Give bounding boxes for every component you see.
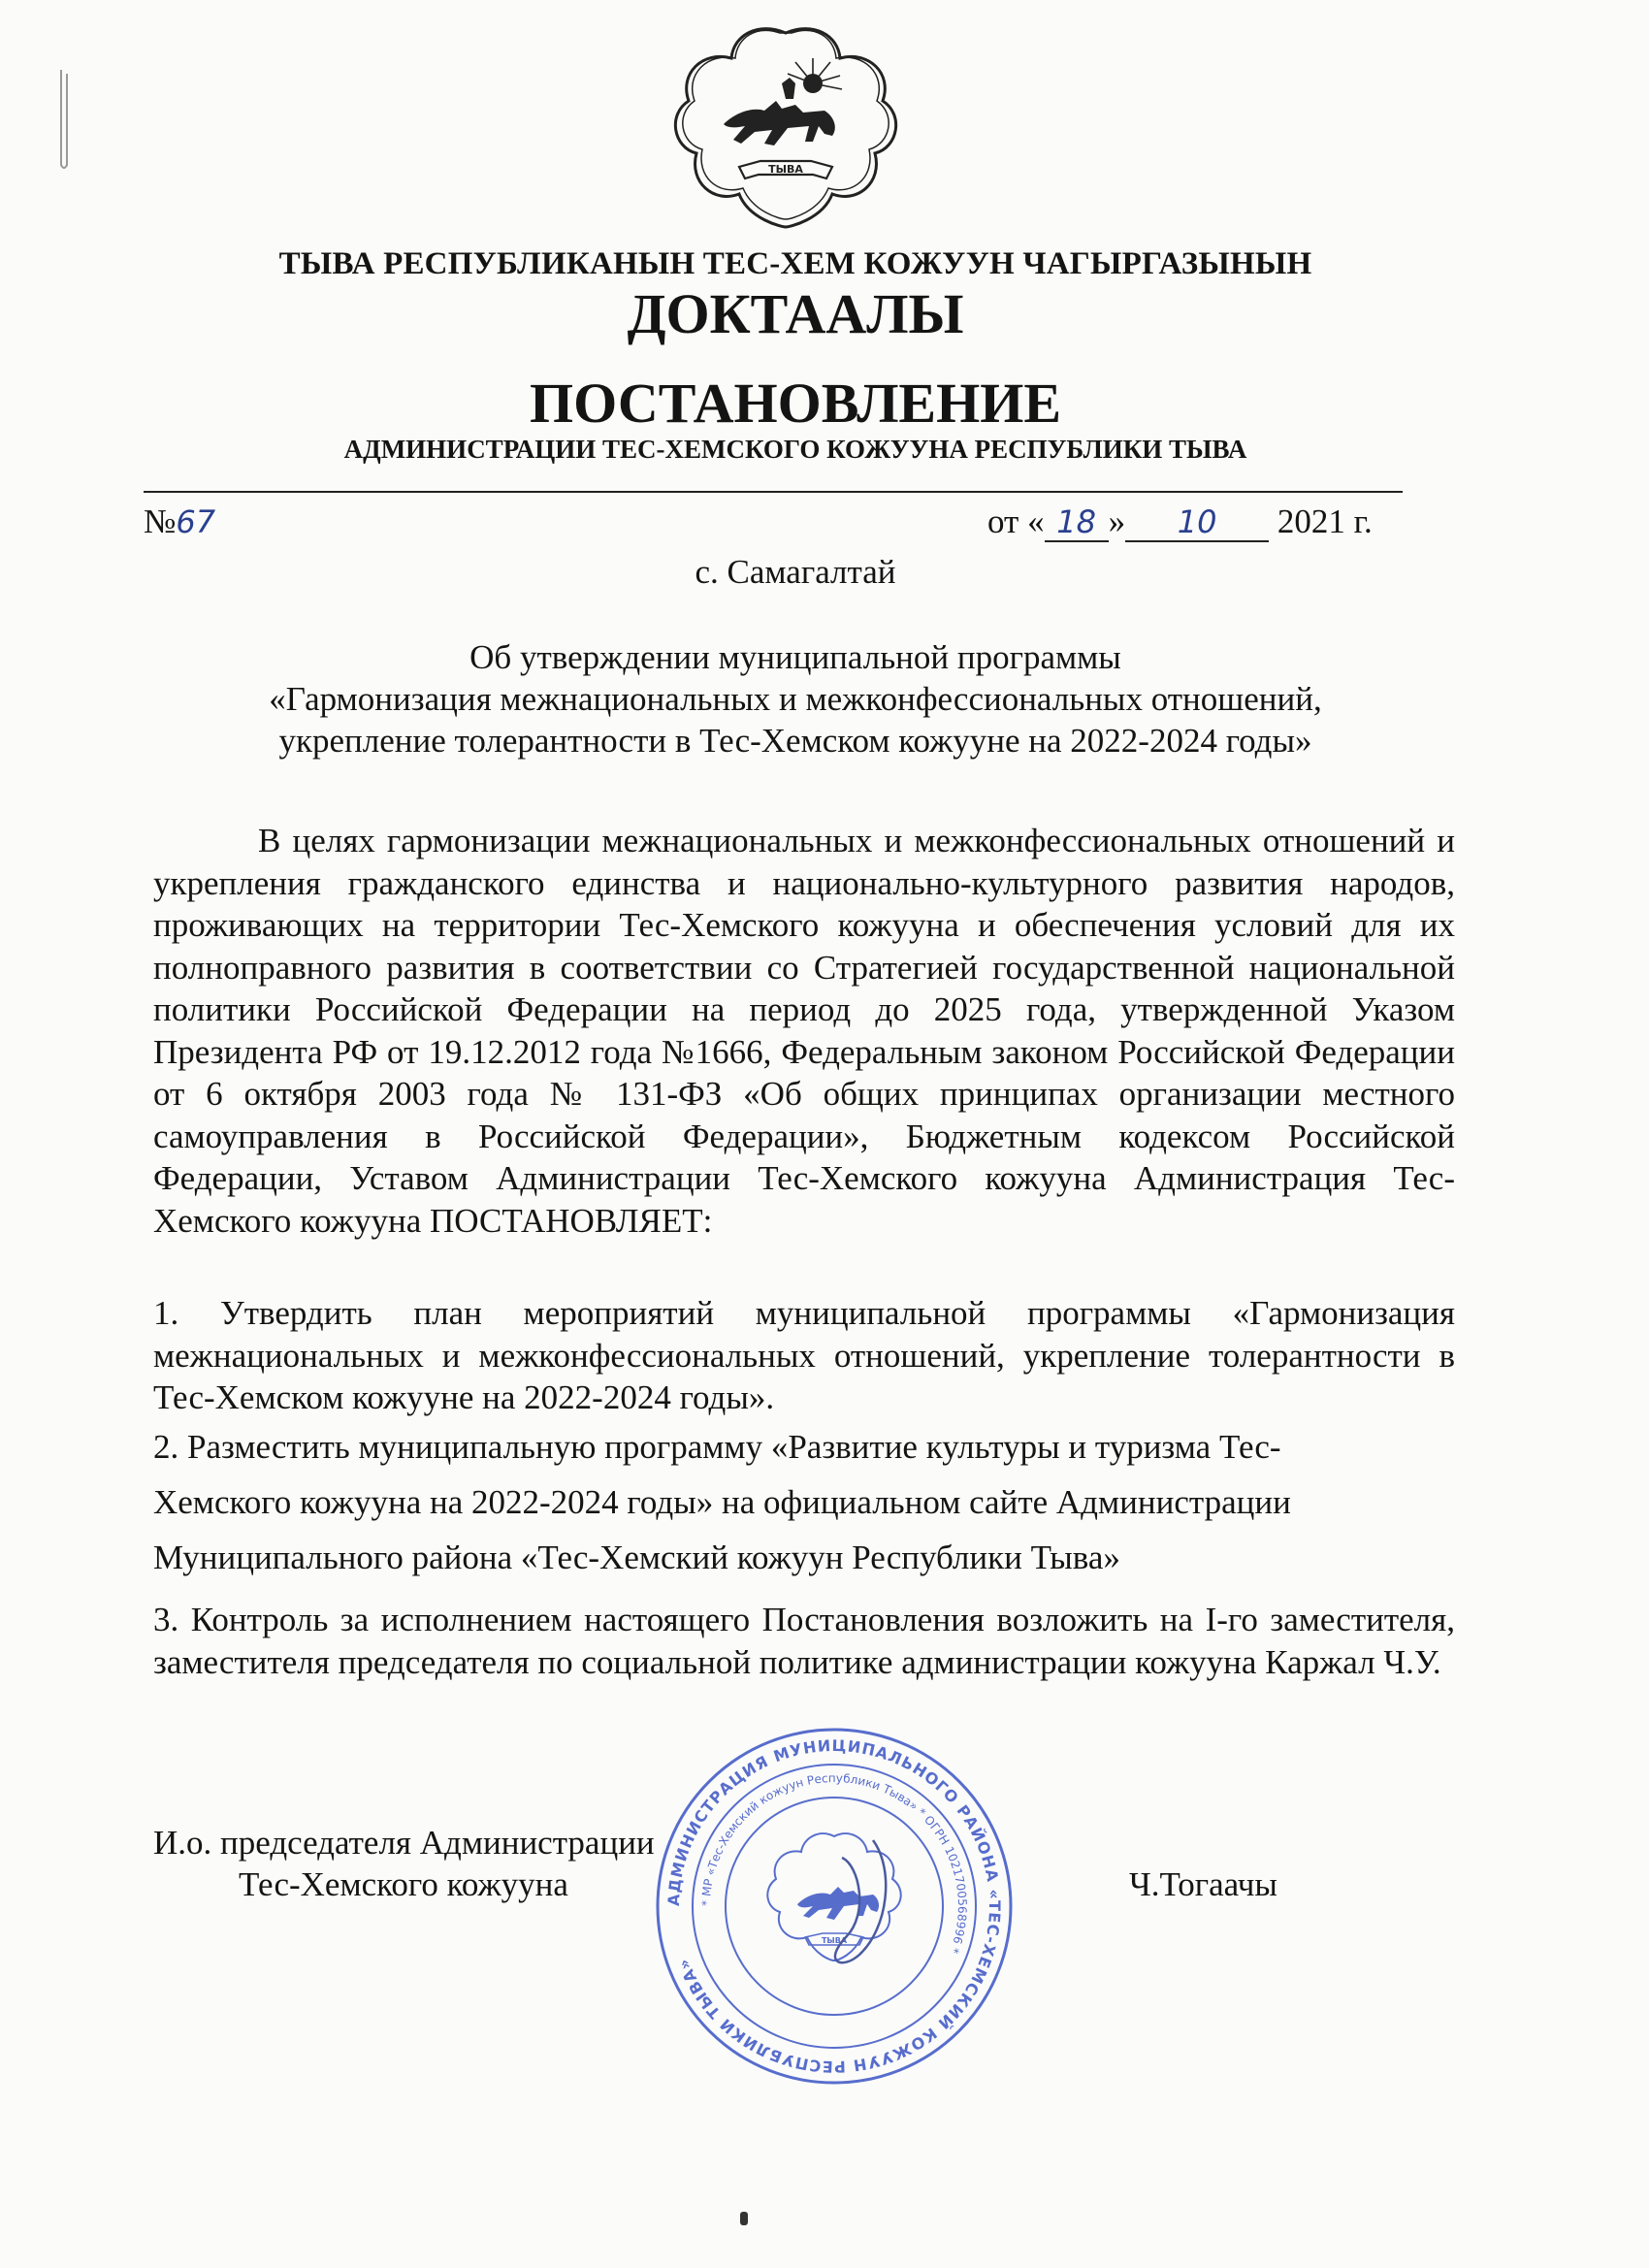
title-line: Об утверждении муниципальной программы [469,638,1121,676]
title-line: «Гармонизация межнациональных и межконфессиональных отношений, [269,680,1322,718]
tuva-emblem-icon [667,19,904,235]
item-2 [153,1419,1455,1585]
title-line: укрепление толерантности в Тес-Хемском кожууне на 2022-2024 годы» [278,722,1312,760]
item-2-line: Муниципального района «Тес-Хемский кожуун Республики Тыва» [153,1539,1120,1576]
svg-text:* МР «Тес-Хемский кожуун Респу [699,1771,969,1956]
item-3 [153,1599,1455,1683]
item-3-text: 3. Контроль за исполнением настоящего Постановления возложить на I-го заместителя, заместителя председателя по социальной политике администрации кожууна Каржал Ч.У. [153,1601,1455,1681]
binder-clip-mark [56,68,72,171]
date-year: 2021 г. [1277,502,1373,540]
document-date [987,502,1373,542]
date-day: 18 [1045,503,1109,542]
document-number [144,502,215,541]
svg-text:ТЫВА: ТЫВА [768,163,803,176]
date-month: 10 [1125,503,1269,542]
header-line-tuvan: ТЫВА РЕСПУБЛИКАНЫН ТЕС-ХЕМ КОЖУУН ЧАГЫРГАЗЫНЫН [278,246,1312,281]
place: с. Самагалтай [695,553,896,591]
date-prefix: от « [987,502,1045,540]
seal-center-text: ТЫВА [821,1936,848,1945]
seal-outer-text: АДМИНИСТРАЦИЯ МУНИЦИПАЛЬНОГО РАЙОНА «ТЕС-ХЕМСКИЙ КОЖУУН РЕСПУБЛИКИ ТЫВА» [663,1735,1005,2077]
scan-speck [740,2212,748,2225]
header-doktaaly: ДОКТААЛЫ [627,282,964,345]
number-prefix: № [144,502,177,540]
item-2-line: Хемского кожууна на 2022-2024 годы» на официальном сайте Администрации [153,1483,1291,1521]
header-divider [144,491,1403,493]
document-title [136,636,1455,761]
item-1-text: 1. Утвердить план мероприятий муниципальной программы «Гармонизация межнациональных и межконфессиональных отношений, укрепление толерантности в Тес-Хемском кожууне на 2022-2024 годы». [153,1294,1455,1416]
preamble-text: В целях гармонизации межнациональных и межконфессиональных отношений и укрепления гражданского единства и национально-культурного развития народов, проживающих на территории Тес-Хемского кожууна и обеспечения условий для их полноправного развития в соответствии со Стратегией государственной национальной политики Российской Федерации на период до 2025 года, утвержденной Указом Президента РФ от 19.12.2012 года №1666, Федеральным законом Российской Федерации от 6 октября 2003 года № 131-ФЗ «Об общих принципах организации местного самоуправления в Российской Федерации», Бюджетным кодексом Российской Федерации, Уставом Администрации Тес-Хемского кожууна Администрация Тес-Хемского кожууна ПОСТАНОВЛЯЕТ: [153,822,1455,1240]
item-1 [153,1292,1455,1419]
signatory-position-line2: Тес-Хемского кожууна [239,1865,568,1903]
number-value: 67 [176,503,216,540]
signatory-position-line1: И.о. председателя Администрации [153,1824,655,1862]
official-seal-icon [652,1724,1017,2089]
preamble-paragraph [153,820,1455,1242]
header-postanovlenie: ПОСТАНОВЛЕНИЕ [529,372,1062,435]
seal-inner-text: * МР «Тес-Хемский кожуун Республики Тыва» * ОГРН 1021700568996 * [698,1770,970,1956]
signatory-name: Ч.Тогаачы [1129,1865,1277,1903]
item-2-line: 2. Разместить муниципальную программу «Развитие культуры и туризма Тес- [153,1428,1281,1466]
header-administration: АДМИНИСТРАЦИИ ТЕС-ХЕМСКОГО КОЖУУНА РЕСПУБЛИКИ ТЫВА [343,435,1247,464]
date-mid: » [1108,502,1126,540]
